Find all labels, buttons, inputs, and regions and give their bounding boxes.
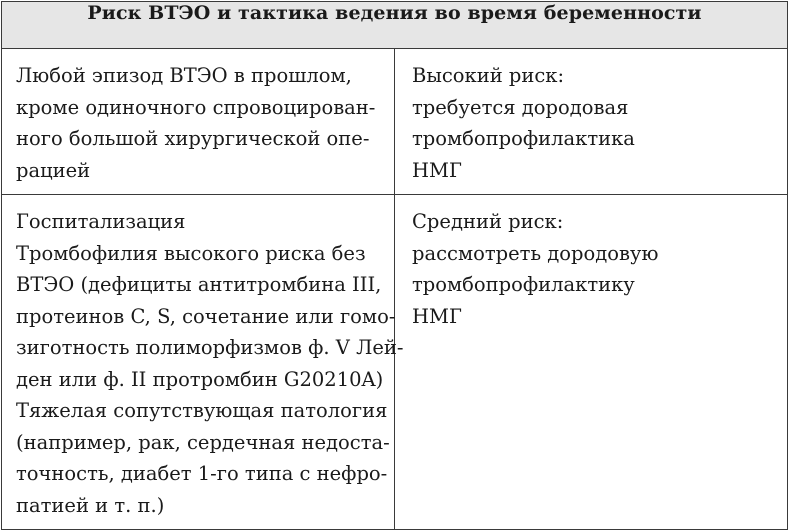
- condition-line: ного большой хирургической опе-: [16, 127, 370, 150]
- tactic-cell: [395, 49, 788, 195]
- condition-line: патией и т. п.): [16, 493, 165, 517]
- condition-cell: [2, 49, 395, 195]
- tactic-cell: [395, 195, 788, 530]
- tactic-line: рассмотреть дородовую: [412, 241, 659, 265]
- risk-table: [1, 1, 788, 530]
- tactic-line: тромбопрофилактику: [412, 273, 635, 296]
- table-row: [2, 49, 788, 195]
- condition-line: Тромбофилия высокого риска без: [16, 241, 366, 265]
- condition-line: ВТЭО (дефициты антитромбина III,: [16, 273, 382, 296]
- condition-line: Госпитализация: [16, 210, 186, 233]
- condition-line: Любой эпизод ВТЭО в прошлом,: [16, 64, 352, 87]
- tactic-line: Высокий риск:: [412, 64, 565, 87]
- tactic-line: НМГ: [412, 158, 462, 182]
- condition-line: протеинов C, S, сочетание или гомо-: [16, 304, 396, 328]
- table-header-row: [2, 2, 788, 49]
- tactic-line: требуется дородовая: [412, 95, 629, 119]
- table-row: [2, 195, 788, 530]
- condition-line: точность, диабет 1-го типа с нефро-: [16, 462, 388, 485]
- condition-line: рацией: [16, 158, 91, 182]
- condition-line: кроме одиночного спровоцирован-: [16, 95, 376, 119]
- tactic-line: тромбопрофилактика: [412, 127, 635, 150]
- table-title: Риск ВТЭО и тактика ведения во время беременности: [2, 2, 788, 49]
- tactic-line: НМГ: [412, 304, 462, 328]
- condition-line: зиготность полиморфизмов ф. V Лей-: [16, 336, 404, 359]
- condition-line: Тяжелая сопутствующая патология: [16, 399, 388, 422]
- condition-cell: [2, 195, 404, 530]
- condition-line: (например, рак, сердечная недоста-: [16, 430, 390, 454]
- condition-line: ден или ф. II протромбин G20210A): [16, 367, 384, 391]
- tactic-line: Средний риск:: [412, 210, 564, 233]
